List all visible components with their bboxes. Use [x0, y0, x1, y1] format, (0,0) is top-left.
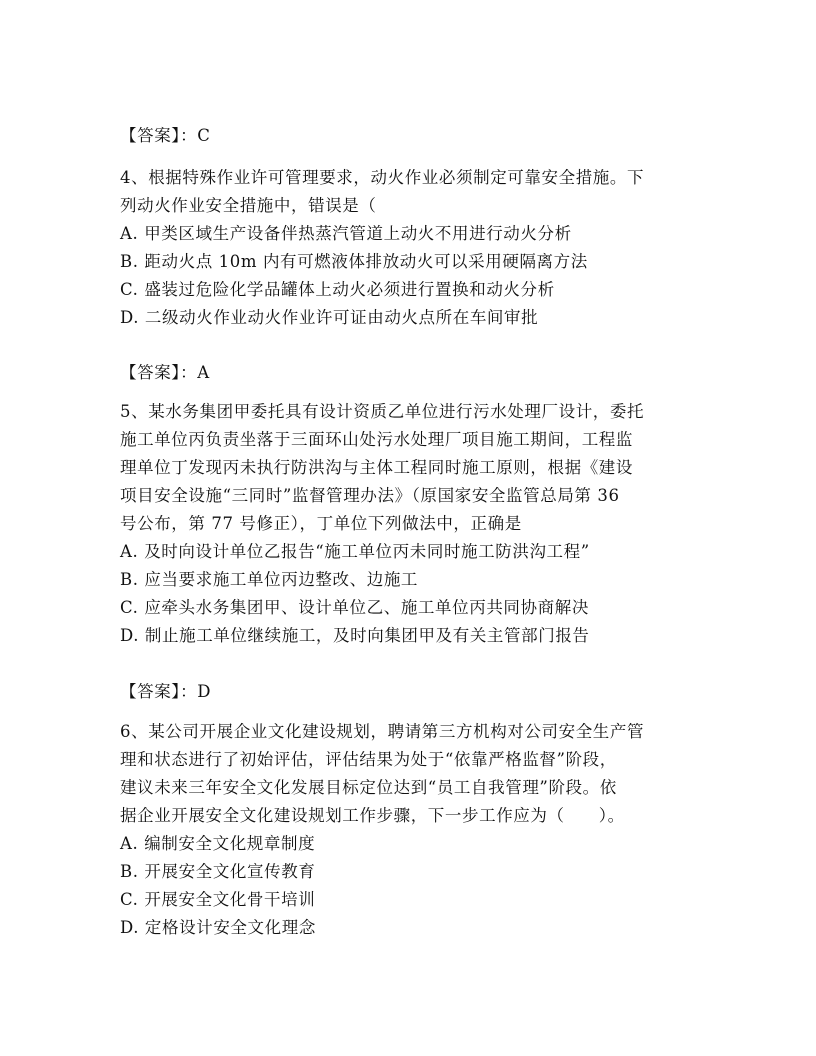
question-6-stem-line-1: 6、某公司开展企业文化建设规划，聘请第三方机构对公司安全生产管	[120, 722, 645, 741]
question-4-option-b: B. 距动火点 10m 内有可燃液体排放动火可以采用硬隔离方法	[120, 252, 588, 271]
answer-line: 【答案】：D	[120, 682, 212, 701]
question-6-option-b: B. 开展安全文化宣传教育	[120, 862, 316, 881]
question-4-option-c: C. 盛装过危险化学品罐体上动火必须进行置换和动火分析	[120, 280, 555, 299]
question-4-option-d: D. 二级动火作业动火作业许可证由动火点所在车间审批	[120, 308, 539, 327]
question-4-stem-line-2: 列动火作业安全措施中，错误是（	[120, 196, 377, 215]
question-5-option-a: A. 及时向设计单位乙报告“施工单位丙未同时施工防洪沟工程”	[120, 542, 590, 561]
answer-line: 【答案】：C	[120, 126, 211, 145]
question-5-stem-line-4: 项目安全设施“三同时”监督管理办法》（原国家安全监管总局第 36	[120, 486, 620, 505]
question-5-option-d: D. 制止施工单位继续施工，及时向集团甲及有关主管部门报告	[120, 626, 590, 645]
question-5-stem-line-5: 号公布，第 77 号修正），丁单位下列做法中，正确是	[120, 514, 522, 533]
question-5-option-b: B. 应当要求施工单位丙边整改、边施工	[120, 570, 419, 589]
question-4-stem-line-1: 4、根据特殊作业许可管理要求，动火作业必须制定可靠安全措施。下	[120, 168, 645, 187]
question-6-option-c: C. 开展安全文化骨干培训	[120, 890, 316, 909]
question-4-option-a: A. 甲类区域生产设备伴热蒸汽管道上动火不用进行动火分析	[120, 224, 572, 243]
question-6-stem-line-3: 建议未来三年安全文化发展目标定位达到“员工自我管理”阶段。依	[120, 778, 617, 797]
question-5-stem-line-1: 5、某水务集团甲委托具有设计资质乙单位进行污水处理厂设计，委托	[120, 402, 645, 421]
answer-line: 【答案】：A	[120, 363, 210, 382]
question-5-stem-line-2: 施工单位丙负责坐落于三面环山处污水处理厂项目施工期间，工程监	[120, 430, 633, 449]
question-6-stem-line-2: 理和状态进行了初始评估，评估结果为处于“依靠严格监督”阶段，	[120, 750, 617, 769]
question-6-option-a: A. 编制安全文化规章制度	[120, 834, 316, 853]
question-5-option-c: C. 应牵头水务集团甲、设计单位乙、施工单位丙共同协商解决	[120, 598, 589, 617]
question-6-option-d: D. 定格设计安全文化理念	[120, 918, 316, 937]
question-6-stem-line-4: 据企业开展安全文化建设规划工作步骤，下一步工作应为（ ）。	[120, 806, 625, 825]
question-5-stem-line-3: 理单位丁发现丙未执行防洪沟与主体工程同时施工原则，根据《建设	[120, 458, 633, 477]
